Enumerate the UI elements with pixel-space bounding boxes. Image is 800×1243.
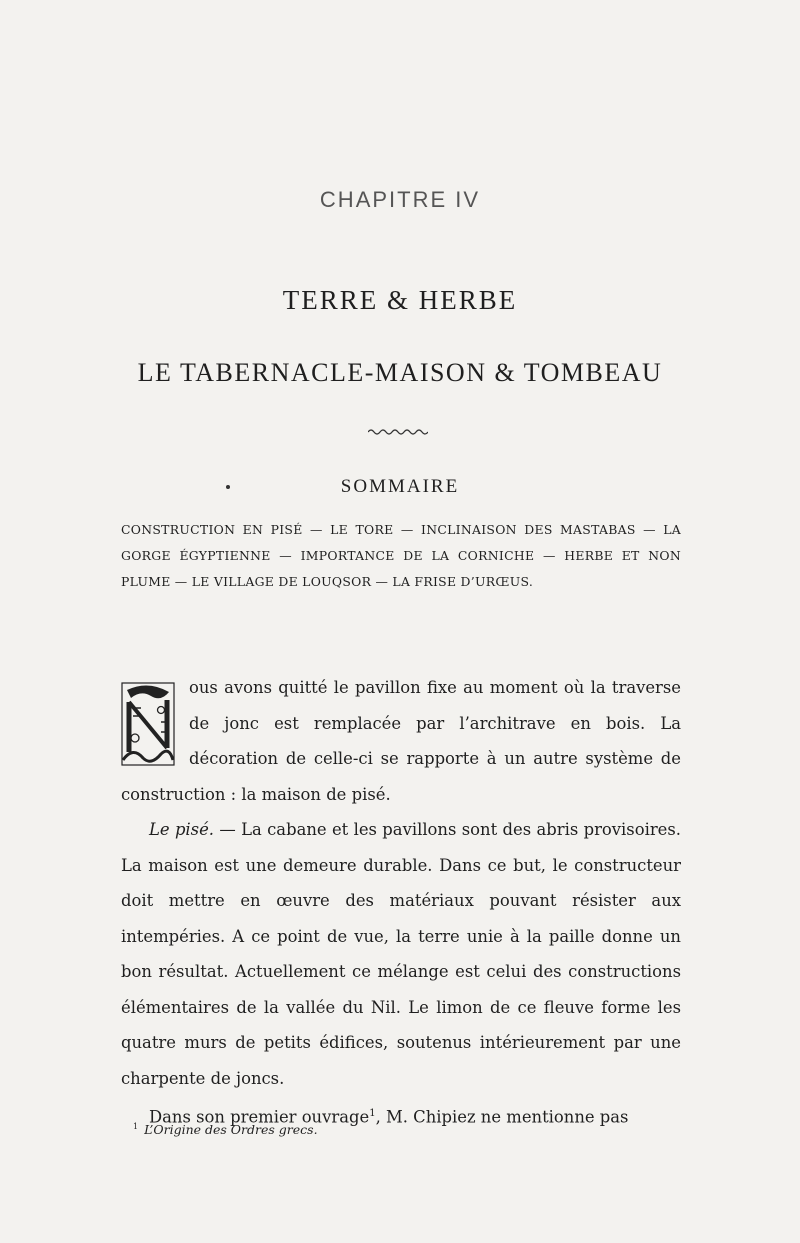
sommaire-heading: SOMMAIRE <box>340 476 460 497</box>
chapter-title: TERRE & HERBE <box>282 285 518 315</box>
paragraph-1 <box>121 670 681 812</box>
sommaire-text: CONSTRUCTION EN PISÉ — LE TORE — INCLINAISON DES MASTABAS — LA GORGE ÉGYPTIENNE — IMPORTANCE DE LA CORNICHE — HERBE ET NON PLUME — LE VILLAGE DE LOUQSOR — LA FRISE D’URŒUS. <box>121 522 681 589</box>
flourish-ornament <box>368 428 428 436</box>
footnote-reference: 1 <box>369 1108 376 1119</box>
paragraph-2-text: — La cabane et les pavillons sont des abris provisoires. La maison est une demeure durable. Dans ce but, le constructeur doit mettre en œuvre des matériaux pouvant résister aux intempéries. A ce point de vue, la terre unie à la paille donne un bon résultat. Actuellement ce mélange est celui des constructions élémentaires de la vallée du Nil. Le limon de ce fleuve forme les quatre murs de petits édifices, soutenus intérieurement par une charpente de joncs. <box>121 820 681 1088</box>
main-text <box>121 670 681 1138</box>
paragraph-2-heading: Le pisé. <box>149 820 214 839</box>
paragraph-2 <box>121 812 681 1096</box>
paragraph-1-text: ous avons quitté le pavillon fixe au moment où la traverse de jonc est remplacée par l’architrave en bois. La décoration de celle-ci se rapporte à un autre système de construction : la maison de pisé. <box>121 678 681 804</box>
footnote-marker: 1 <box>133 1122 139 1131</box>
footnote <box>133 1122 318 1137</box>
paragraph-3-end: , M. Chipiez ne mentionne pas <box>375 1107 629 1127</box>
dropcap-ornament <box>121 682 175 766</box>
chapter-subtitle: LE TABERNACLE-MAISON & TOMBEAU <box>137 358 663 387</box>
footnote-text: L’Origine des Ordres grecs. <box>144 1122 318 1138</box>
chapter-heading: CHAPITRE IV <box>319 187 481 212</box>
paragraph-3-start: Dans son premier ouvrage <box>149 1107 370 1127</box>
